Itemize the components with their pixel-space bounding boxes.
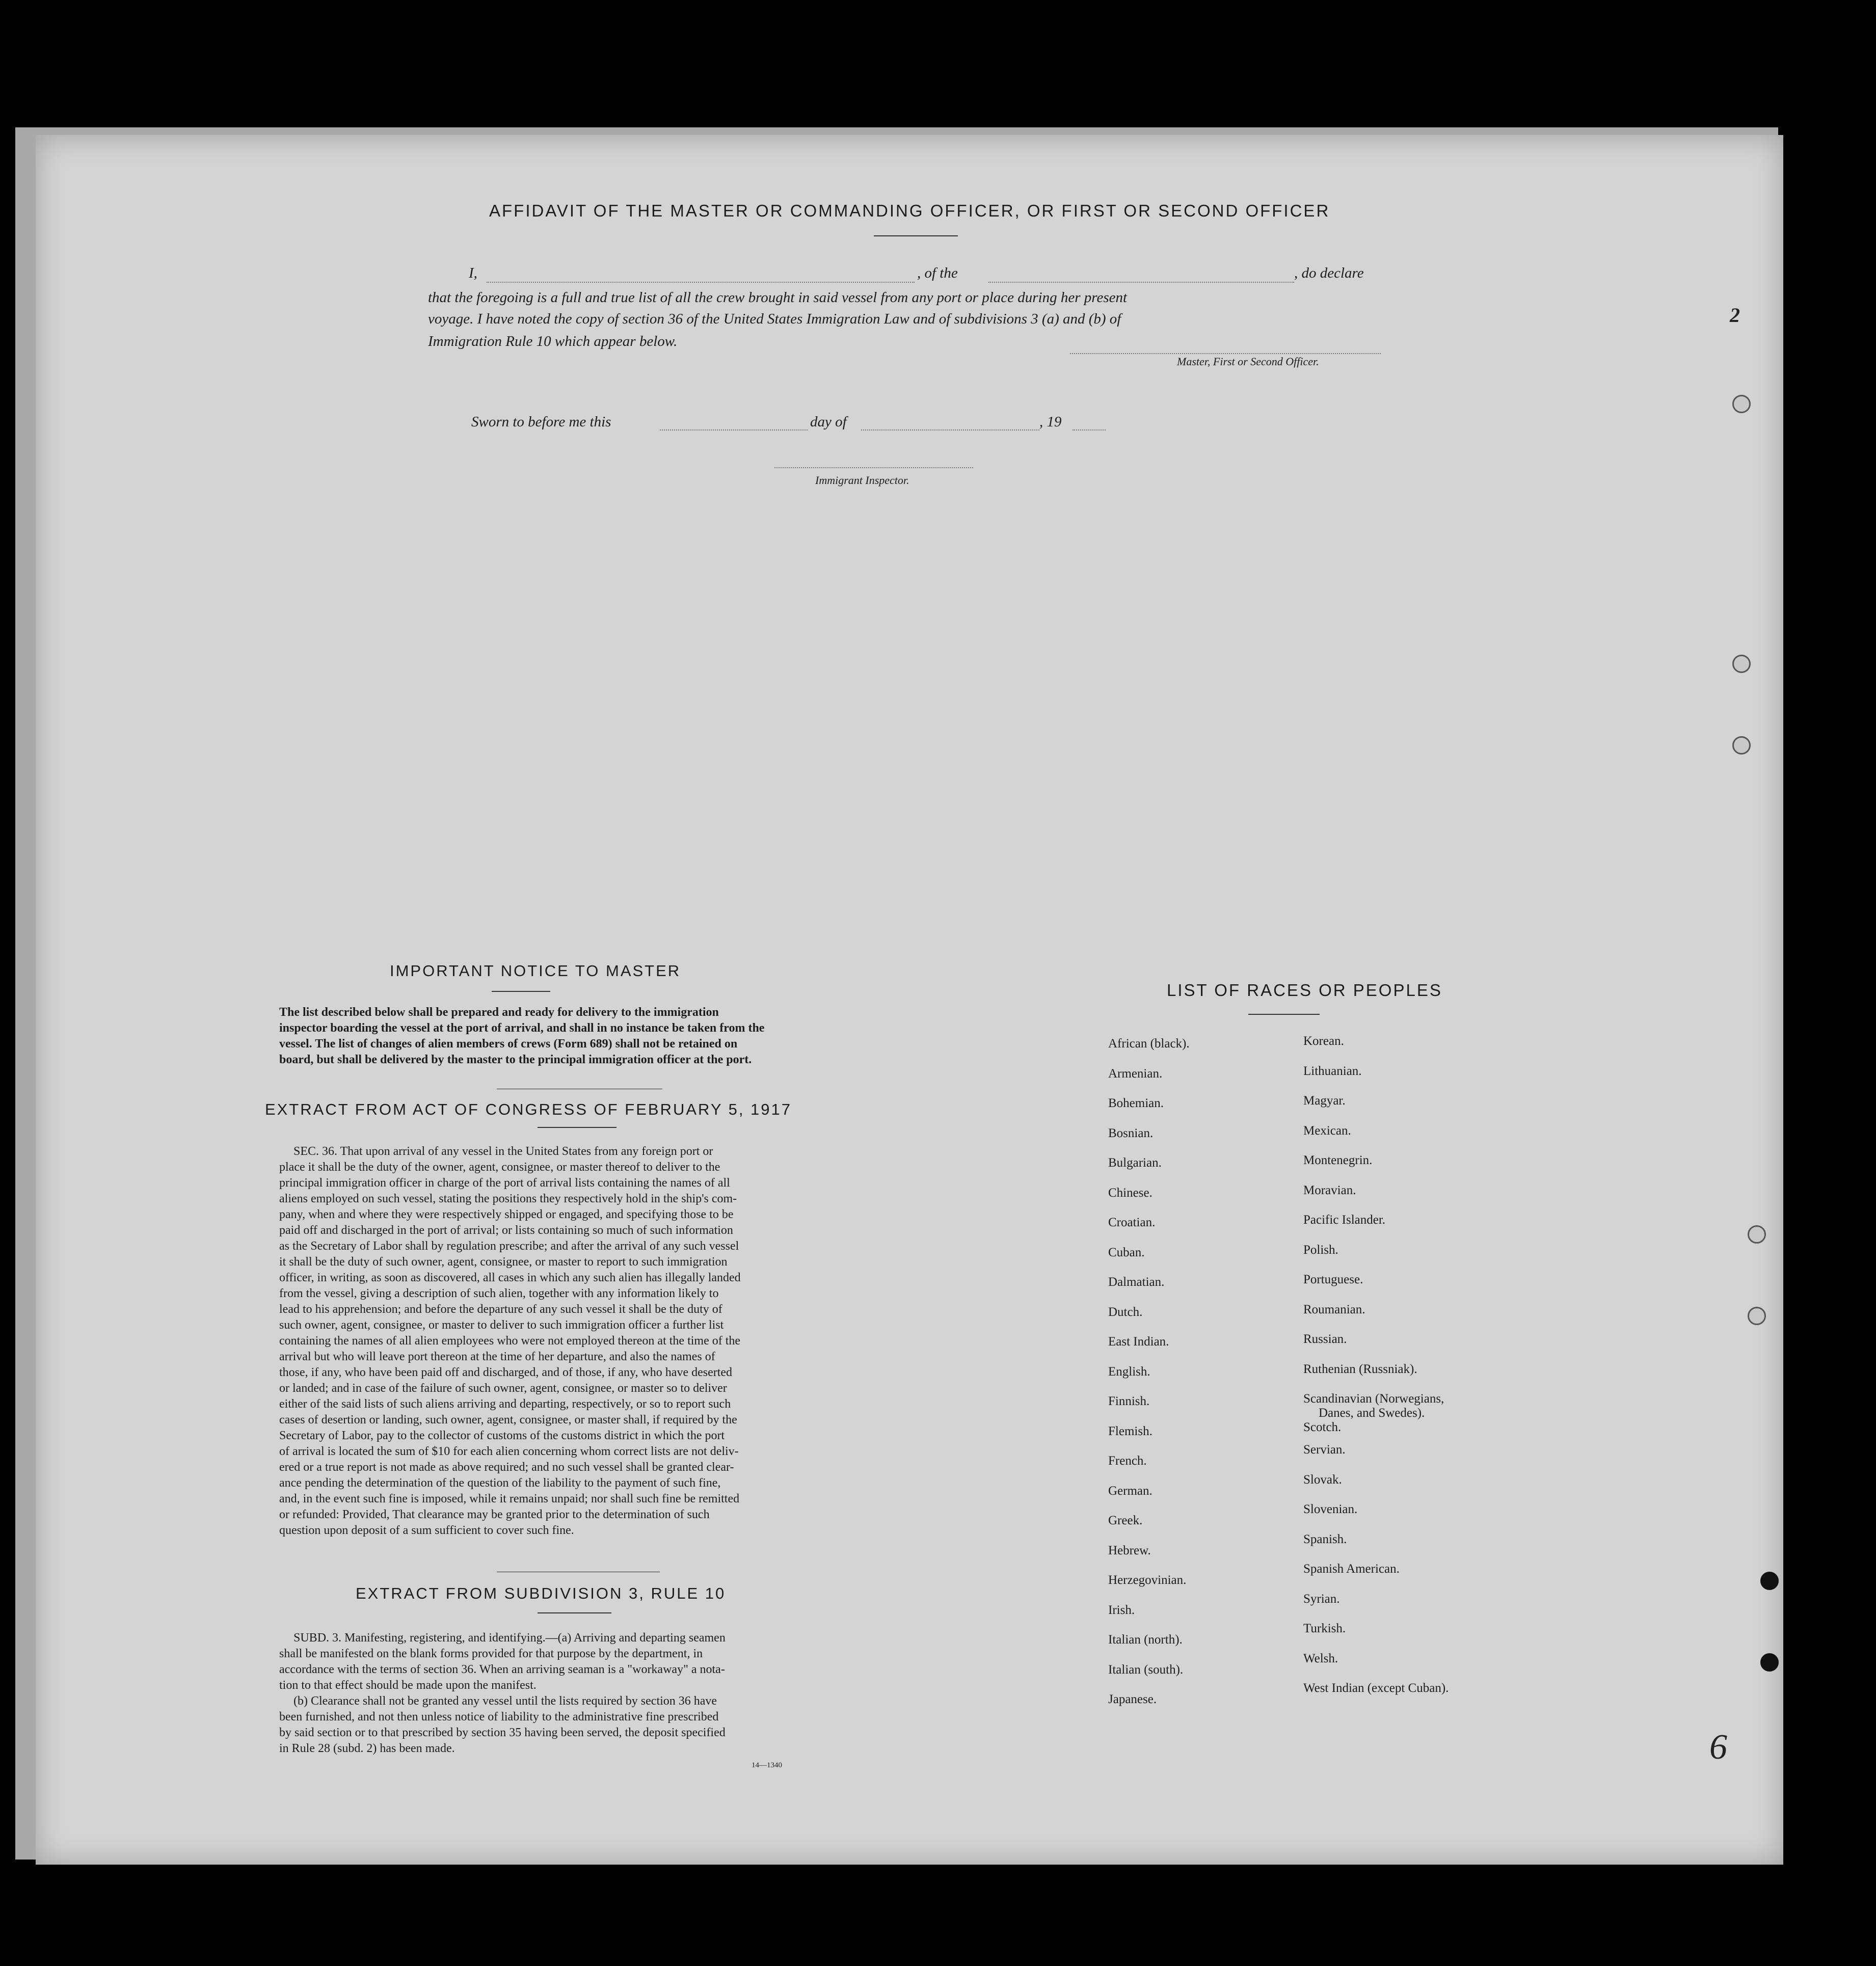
act-line: paid off and discharged in the port of arrival; or lists containing so much of such information [279, 1224, 733, 1237]
inspector-caption: Immigrant Inspector. [815, 474, 909, 487]
signature-caption: Master, First or Second Officer. [1177, 355, 1319, 368]
race-item: Scandinavian (Norwegians, [1303, 1392, 1444, 1406]
act-line: ered or a true report is not made as above required; and no such vessel shall be granted clear- [279, 1461, 734, 1474]
race-item: Italian (north). [1108, 1633, 1183, 1647]
race-item: Dalmatian. [1108, 1275, 1165, 1289]
act-line: arrival but who will leave port thereon at the time of her departure, and also the names of [279, 1350, 715, 1363]
race-item: Irish. [1108, 1603, 1135, 1617]
races-left-column [1108, 1029, 1190, 1715]
rule-line: in Rule 28 (subd. 2) has been made. [279, 1742, 455, 1755]
act-line: containing the names of all alien employees who were not employed thereon at the time of the [279, 1334, 741, 1348]
act-line: cases of desertion or landing, such owner, agent, consignee, or master shall, if required by the [279, 1413, 737, 1426]
race-item: West Indian (except Cuban). [1303, 1681, 1449, 1695]
rule-title: EXTRACT FROM SUBDIVISION 3, RULE 10 [356, 1584, 726, 1602]
sworn-year: , 19 [1039, 414, 1062, 430]
race-item: African (black). [1108, 1037, 1190, 1051]
race-item: Polish. [1303, 1243, 1338, 1257]
race-item: Japanese. [1108, 1692, 1157, 1706]
act-line: either of the said lists of such aliens arriving and departing, respectively, or so to report such [279, 1397, 731, 1411]
race-item: Lithuanian. [1303, 1064, 1362, 1078]
race-item: Pacific Islander. [1303, 1213, 1386, 1227]
rule-title-rule [538, 1612, 611, 1613]
notice-line: vessel. The list of changes of alien members of crews (Form 689) shall not be retained on [279, 1037, 738, 1051]
sworn-year-line[interactable] [1073, 429, 1106, 430]
sworn-prefix: Sworn to before me this [471, 414, 611, 430]
race-item: Korean. [1303, 1034, 1344, 1048]
race-item: Bosnian. [1108, 1126, 1154, 1140]
act-line: principal immigration officer in charge of the port of arrival lists containing the names of all [279, 1176, 730, 1190]
rule-line: by said section or to that prescribed by section 35 having been served, the deposit specified [279, 1726, 726, 1739]
race-item: Welsh. [1303, 1651, 1338, 1665]
sworn-month-line[interactable] [861, 429, 1039, 430]
affidavit-title: AFFIDAVIT OF THE MASTER OR COMMANDING OFFICER, OR FIRST OR SECOND OFFICER [489, 201, 1330, 220]
binding-hole [1732, 655, 1751, 673]
race-item: Servian. [1303, 1443, 1346, 1457]
race-item: French. [1108, 1454, 1147, 1468]
race-item: Hebrew. [1108, 1543, 1151, 1557]
act-line: as the Secretary of Labor shall by regulation prescribe; and after the arrival of any such vessel [279, 1240, 739, 1253]
race-item: Slovenian. [1303, 1502, 1358, 1516]
affidavit-line-4: Immigration Rule 10 which appear below. [428, 333, 678, 349]
notice-title: IMPORTANT NOTICE TO MASTER [390, 962, 681, 980]
race-item: Slovak. [1303, 1472, 1342, 1487]
act-line: pany, when and where they were respectively shipped or engaged, and specifying those to be [279, 1208, 734, 1221]
rule-line: (b) Clearance shall not be granted any vessel until the lists required by section 36 have [293, 1694, 717, 1708]
race-item: Finnish. [1108, 1394, 1150, 1408]
affidavit-of-the: , of the [917, 265, 958, 281]
race-item: English. [1108, 1364, 1150, 1379]
act-body [279, 1144, 835, 1539]
rule-line: SUBD. 3. Manifesting, registering, and identifying.—(a) Arriving and departing seamen [293, 1631, 726, 1645]
affidavit-line-3: voyage. I have noted the copy of section 36 of the United States Immigration Law and of subdivisions 3 (a) and (b) of [428, 311, 1121, 327]
race-item: Croatian. [1108, 1216, 1156, 1229]
affidavit-line-2: that the foregoing is a full and true list of all the crew brought in said vessel from any port or place during her present [428, 289, 1128, 306]
act-line: those, if any, who have been paid off and discharged, and of those, if any, who have deserted [279, 1366, 733, 1379]
binding-hole [1760, 1572, 1779, 1590]
rule-line: tion to that effect should be made upon the manifest. [279, 1679, 537, 1692]
race-item: German. [1108, 1484, 1153, 1498]
binding-hole [1732, 395, 1751, 413]
race-item-continuation: Danes, and Swedes). [1319, 1406, 1425, 1420]
race-item: Cuban. [1108, 1245, 1145, 1259]
act-line: SEC. 36. That upon arrival of any vessel in the United States from any foreign port or [293, 1145, 713, 1158]
act-line: of arrival is located the sum of $10 for each alien concerning whom correct lists are not deliv- [279, 1445, 739, 1458]
race-item: Portuguese. [1303, 1273, 1363, 1286]
notice-line: inspector boarding the vessel at the port of arrival, and shall in no instance be taken from the [279, 1021, 765, 1035]
race-item: Magyar. [1303, 1094, 1346, 1108]
act-line: such owner, agent, consignee, or master to deliver to such immigration officer a further list [279, 1318, 724, 1332]
inspector-signature-line[interactable] [774, 467, 973, 468]
race-item: Turkish. [1303, 1622, 1346, 1635]
binding-hole [1748, 1225, 1766, 1244]
race-item: Spanish American. [1303, 1562, 1400, 1576]
act-title: EXTRACT FROM ACT OF CONGRESS OF FEBRUARY 5, 1917 [265, 1100, 792, 1118]
vessel-name-line[interactable] [988, 282, 1294, 283]
notice-body [279, 1005, 835, 1068]
race-item: Spanish. [1303, 1532, 1347, 1546]
binding-hole [1760, 1653, 1779, 1672]
race-item: Moravian. [1303, 1183, 1356, 1197]
handwritten-page-mark: 6 [1709, 1728, 1727, 1767]
race-item: Dutch. [1108, 1305, 1143, 1319]
act-title-rule [538, 1127, 617, 1128]
race-item: Italian (south). [1108, 1662, 1184, 1677]
act-line: lead to his apprehension; and before the departure of any such vessel it shall be the duty of [279, 1303, 722, 1316]
sworn-day-line[interactable] [660, 429, 808, 430]
act-line: question upon deposit of a sum sufficient to cover such fine. [279, 1524, 574, 1537]
affidavit-i: I, [469, 265, 477, 281]
act-line: and, in the event such fine is imposed, while it remains unpaid; nor shall such fine be remitted [279, 1492, 740, 1505]
act-line: it shall be the duty of such owner, agent, consignee, or master to report to such immigration [279, 1255, 728, 1269]
binding-hole [1748, 1307, 1766, 1325]
race-item: Chinese. [1108, 1186, 1153, 1200]
signature-line[interactable] [1070, 353, 1381, 354]
races-title-rule [1248, 1014, 1320, 1015]
affidavit-title-rule [874, 235, 958, 236]
sworn-day-of: day of [810, 414, 847, 430]
race-item: Roumanian. [1303, 1302, 1365, 1316]
notice-title-rule [492, 991, 550, 992]
race-item: Greek. [1108, 1514, 1143, 1527]
act-line: or landed; and in case of the failure of such owner, agent, consignee, or master so to deliver [279, 1382, 727, 1395]
races-right-column [1303, 1027, 1449, 1704]
act-line: from the vessel, giving a description of such alien, together with any information likely to [279, 1287, 719, 1300]
notice-line: board, but shall be delivered by the master to the principal immigration officer at the port. [279, 1053, 752, 1066]
race-item: Montenegrin. [1303, 1153, 1373, 1167]
handwritten-page-mark: 2 [1730, 304, 1740, 327]
act-line: aliens employed on such vessel, stating the positions they respectively hold in the ship's com- [279, 1192, 737, 1205]
rule-body [279, 1630, 835, 1757]
act-line: Secretary of Labor, pay to the collector of customs of the customs district in which the port [279, 1429, 725, 1442]
race-item: Bulgarian. [1108, 1156, 1162, 1170]
race-item: Flemish. [1108, 1424, 1153, 1438]
race-item: Armenian. [1108, 1066, 1163, 1081]
rule-line: accordance with the terms of section 36. When an arriving seaman is a "workaway" a nota- [279, 1663, 725, 1676]
rule-line: shall be manifested on the blank forms provided for that purpose by the department, in [279, 1647, 703, 1660]
race-item: Russian. [1303, 1332, 1347, 1346]
affidavit-do-declare: , do declare [1294, 265, 1364, 281]
binding-hole [1732, 736, 1751, 755]
master-name-line[interactable] [487, 282, 915, 283]
races-title: LIST OF RACES OR PEOPLES [1167, 981, 1442, 1000]
rule-line: been furnished, and not then unless notice of liability to the administrative fine prescribed [279, 1710, 719, 1723]
act-line: place it shall be the duty of the owner, agent, consignee, or master thereof to deliver to the [279, 1161, 720, 1174]
race-item: East Indian. [1108, 1335, 1169, 1349]
race-item: Scotch. [1303, 1420, 1342, 1434]
notice-line: The list described below shall be prepared and ready for delivery to the immigration [279, 1006, 719, 1019]
race-item: Mexican. [1303, 1123, 1351, 1138]
act-line: or refunded: Provided, That clearance may be granted prior to the determination of such [279, 1508, 710, 1521]
act-line: officer, in writing, as soon as discovered, all cases in which any such alien has illegally landed [279, 1271, 741, 1284]
race-item: Bohemian. [1108, 1096, 1164, 1110]
race-item: Herzegovinian. [1108, 1573, 1187, 1587]
race-item: Ruthenian (Russniak). [1303, 1362, 1417, 1376]
act-line: ance pending the determination of the question of the liability to the payment of such fine, [279, 1476, 721, 1490]
document-page [36, 135, 1783, 1865]
race-item: Syrian. [1303, 1592, 1340, 1606]
form-number: 14—1340 [752, 1761, 782, 1769]
